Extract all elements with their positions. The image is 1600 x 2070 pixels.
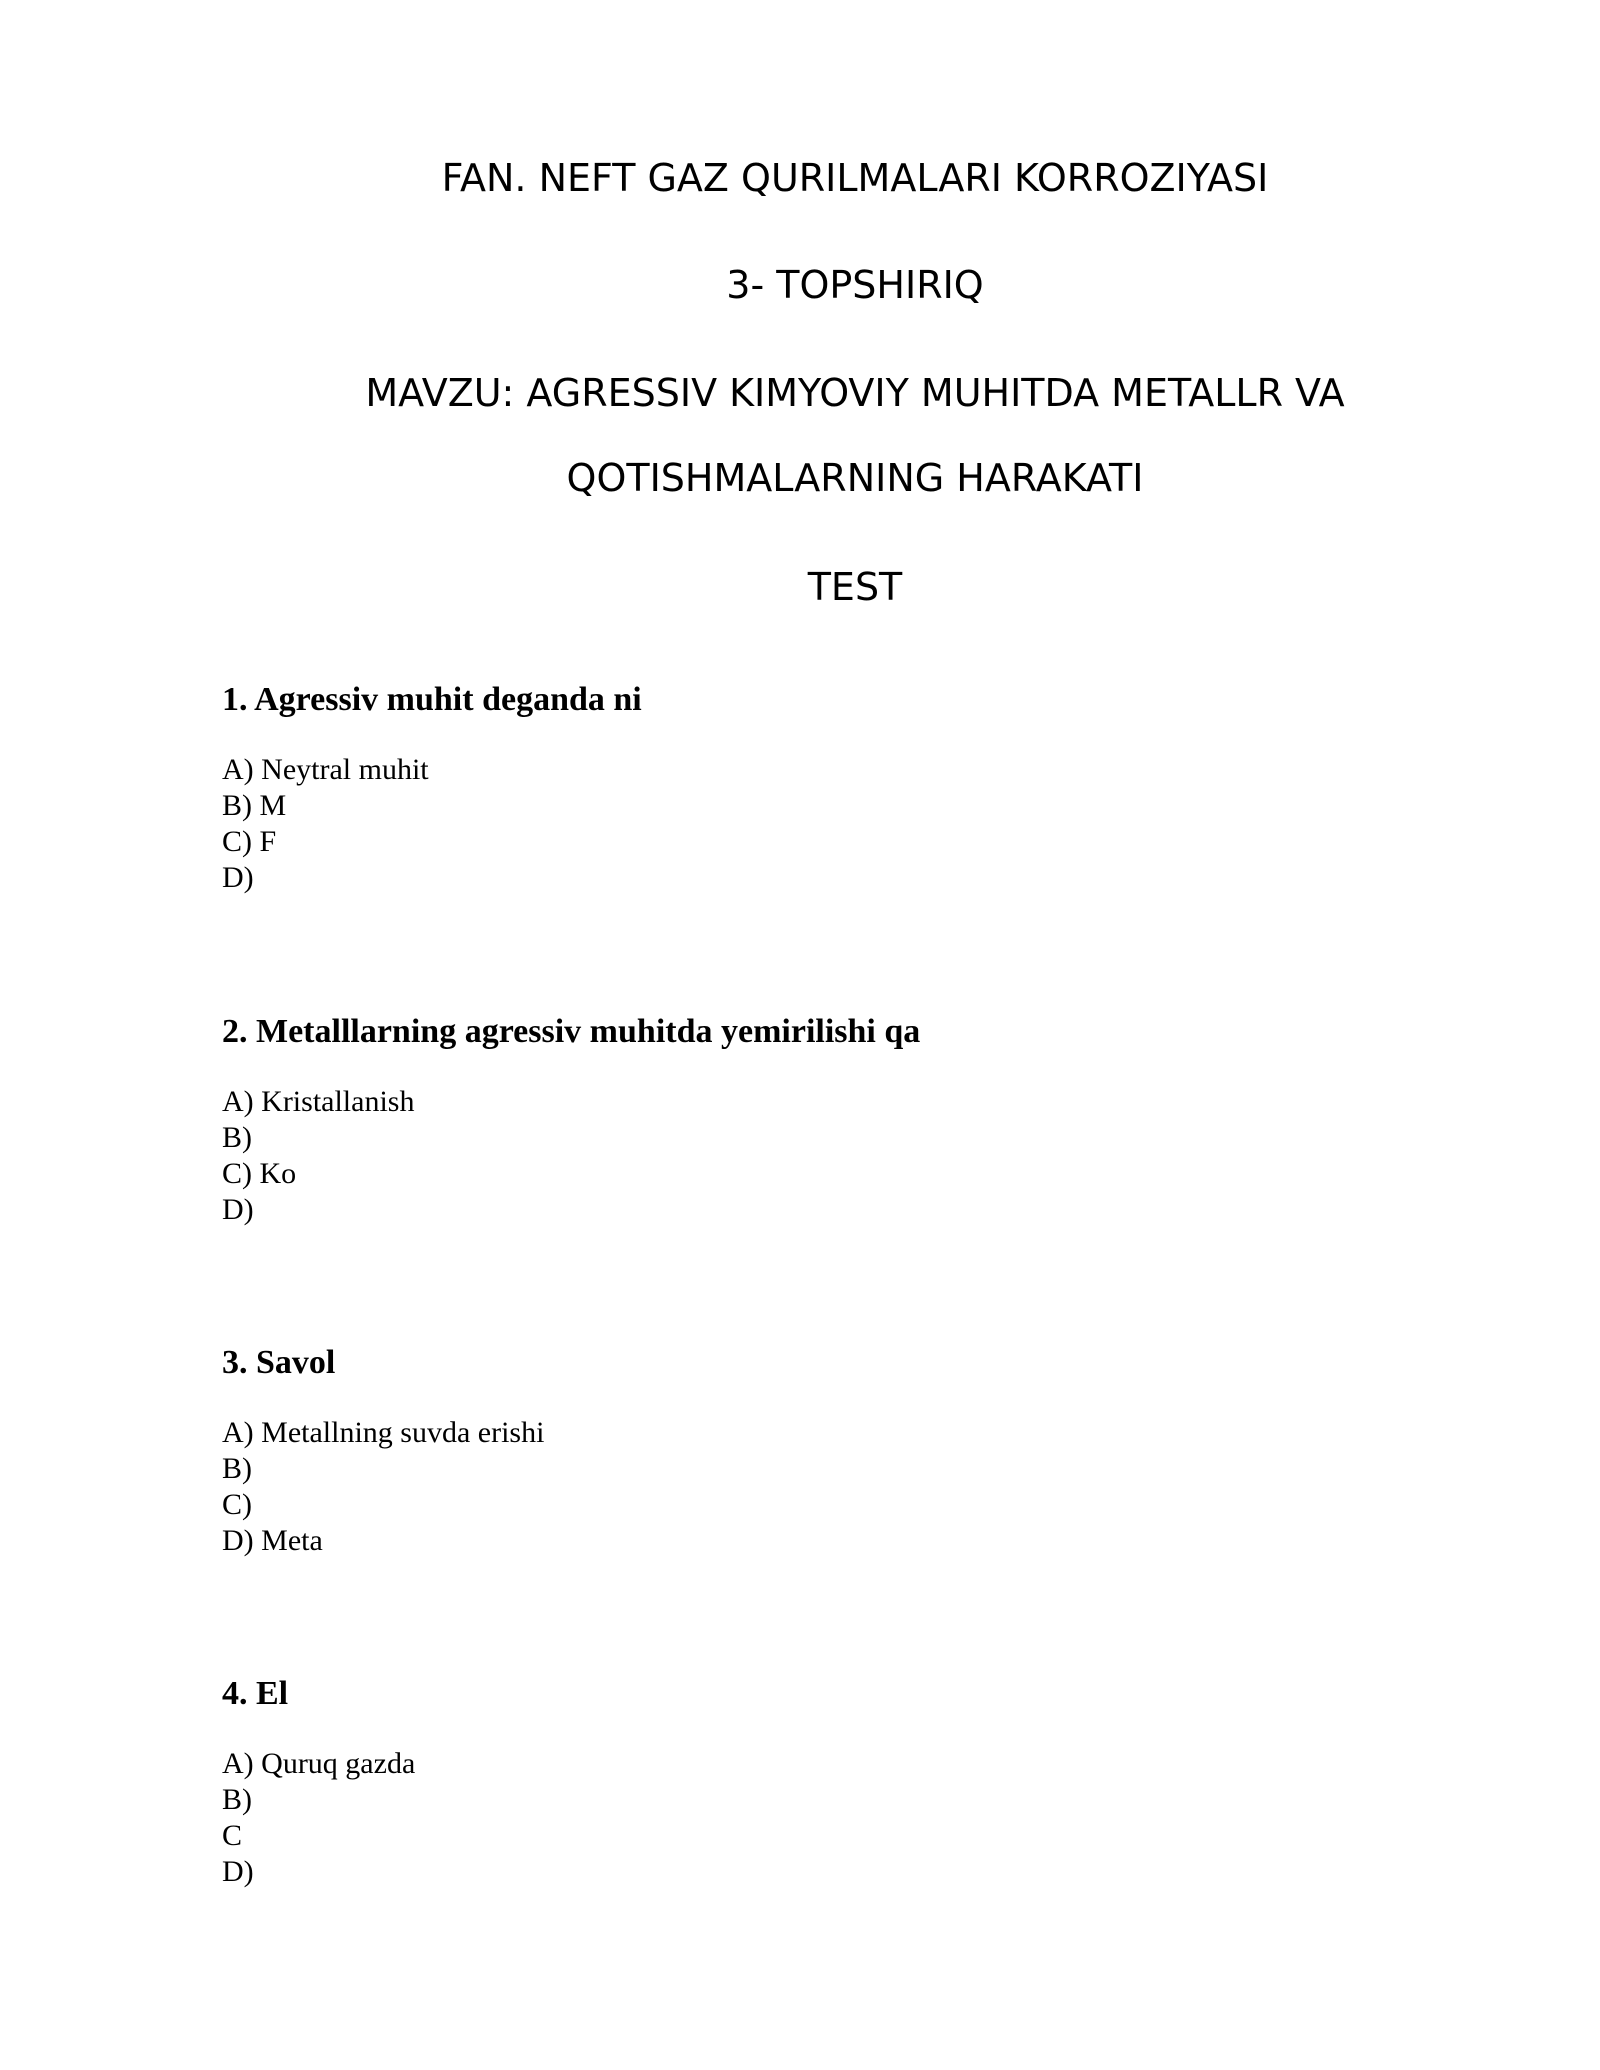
question-title: 3. Savol	[222, 1344, 336, 1381]
question-1	[222, 680, 1422, 896]
task-title: 3- TOPSHIRIQ	[726, 263, 984, 307]
answer-options	[222, 752, 1422, 896]
answer-option-c: C)	[222, 1488, 252, 1521]
test-heading: TEST	[807, 565, 903, 609]
question-title: 2. Metalllarning agressiv muhitda yemirilishi qa	[222, 1013, 921, 1050]
question-3	[222, 1343, 1422, 1559]
answer-option-b: B) M	[222, 789, 287, 822]
answer-option-d: D) Meta	[222, 1524, 323, 1557]
subject-title: FAN. NEFT GAZ QURILMALARI KORROZIYASI	[441, 156, 1269, 200]
question-title: 4. El	[222, 1675, 289, 1712]
answer-option-a: A) Kristallanish	[222, 1085, 415, 1118]
answer-option-d: D)	[222, 861, 254, 894]
answer-option-b: B)	[222, 1452, 252, 1485]
question-2	[222, 1012, 1422, 1228]
answer-options	[222, 1746, 1422, 1890]
question-title: 1. Agressiv muhit deganda ni	[222, 681, 642, 718]
answer-option-c: C) F	[222, 825, 277, 858]
answer-option-c: C	[222, 1819, 243, 1852]
answer-option-d: D)	[222, 1193, 254, 1226]
answer-options	[222, 1084, 1422, 1228]
answer-option-a: A) Quruq gazda	[222, 1747, 416, 1780]
answer-option-d: D)	[222, 1855, 254, 1888]
answer-option-c: C) Ko	[222, 1157, 297, 1190]
answer-option-a: A) Neytral muhit	[222, 753, 429, 786]
topic-title-line-1: MAVZU: AGRESSIV KIMYOVIY MUHITDA METALLR VA	[365, 371, 1345, 415]
topic-title-line-2: QOTISHMALARNING HARAKATI	[566, 456, 1144, 500]
answer-option-b: B)	[222, 1121, 252, 1154]
answer-option-b: B)	[222, 1783, 252, 1816]
answer-options	[222, 1415, 1422, 1559]
answer-option-a: A) Metallning suvda erishi	[222, 1416, 545, 1449]
question-4	[222, 1674, 1422, 1890]
